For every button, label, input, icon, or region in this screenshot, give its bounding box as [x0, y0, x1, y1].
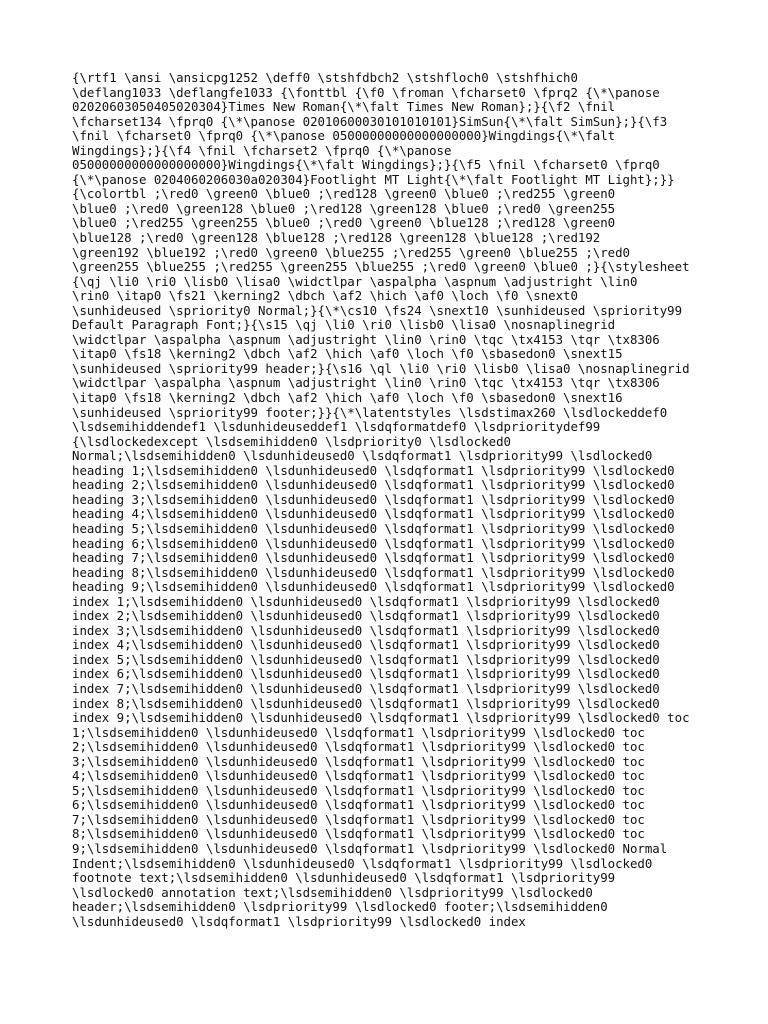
text-line: heading 7;\lsdsemihidden0 \lsdunhideused0 \lsdqformat1 \lsdpriority99 \lsdlocked0 [72, 550, 675, 566]
text-line: 4;\lsdsemihidden0 \lsdunhideused0 \lsdqformat1 \lsdpriority99 \lsdlocked0 toc [72, 768, 645, 784]
text-line: 05000000000000000000}Wingdings{\*\falt Wingdings};}{\f5 \fnil \fcharset0 \fprq0 [72, 157, 660, 173]
text-line: \fnil \fcharset0 \fprq0 {\*\panose 05000000000000000000}Wingdings{\*\falt [72, 128, 616, 144]
text-line: Indent;\lsdsemihidden0 \lsdunhideused0 \lsdqformat1 \lsdpriority99 \lsdlocked0 [72, 855, 653, 871]
text-line: \itap0 \fs18 \kerning2 \dbch \af2 \hich \af0 \loch \f0 \sbasedon0 \snext16 [72, 390, 623, 406]
text-line: heading 9;\lsdsemihidden0 \lsdunhideused0 \lsdqformat1 \lsdpriority99 \lsdlocked0 [72, 579, 675, 595]
text-line: Normal;\lsdsemihidden0 \lsdunhideused0 \lsdqformat1 \lsdpriority99 \lsdlocked0 [72, 448, 653, 464]
text-line: \green192 \blue192 ;\red0 \green0 \blue255 ;\red255 \green0 \blue255 ;\red0 [72, 244, 630, 260]
text-line: 8;\lsdsemihidden0 \lsdunhideused0 \lsdqformat1 \lsdpriority99 \lsdlocked0 toc [72, 826, 645, 842]
text-line: index 4;\lsdsemihidden0 \lsdunhideused0 \lsdqformat1 \lsdpriority99 \lsdlocked0 [72, 637, 660, 653]
text-line: {\lsdlockedexcept \lsdsemihidden0 \lsdpriority0 \lsdlocked0 [72, 433, 511, 449]
text-line: 5;\lsdsemihidden0 \lsdunhideused0 \lsdqformat1 \lsdpriority99 \lsdlocked0 toc [72, 782, 645, 798]
text-line: heading 8;\lsdsemihidden0 \lsdunhideused0 \lsdqformat1 \lsdpriority99 \lsdlocked0 [72, 564, 675, 580]
text-line: index 9;\lsdsemihidden0 \lsdunhideused0 \lsdqformat1 \lsdpriority99 \lsdlocked0 toc [72, 710, 690, 726]
text-line: \blue0 ;\red0 \green128 \blue0 ;\red128 \green128 \blue0 ;\red0 \green255 [72, 200, 616, 216]
text-line: \green255 \blue255 ;\red255 \green255 \blue255 ;\red0 \green0 \blue0 ;}{\stylesheet [72, 259, 690, 275]
text-line: \blue0 ;\red255 \green255 \blue0 ;\red0 \green0 \blue128 ;\red128 \green0 [72, 215, 616, 231]
text-line: heading 1;\lsdsemihidden0 \lsdunhideused0 \lsdqformat1 \lsdpriority99 \lsdlocked0 [72, 462, 675, 478]
text-line: heading 6;\lsdsemihidden0 \lsdunhideused0 \lsdqformat1 \lsdpriority99 \lsdlocked0 [72, 535, 675, 551]
text-line: \widctlpar \aspalpha \aspnum \adjustright \lin0 \rin0 \tqc \tx4153 \tqr \tx8306 [72, 331, 660, 347]
text-line: \blue128 ;\red0 \green128 \blue128 ;\red128 \green128 \blue128 ;\red192 [72, 230, 601, 246]
text-line: heading 3;\lsdsemihidden0 \lsdunhideused0 \lsdqformat1 \lsdpriority99 \lsdlocked0 [72, 491, 675, 507]
text-line: \widctlpar \aspalpha \aspnum \adjustright \lin0 \rin0 \tqc \tx4153 \tqr \tx8306 [72, 375, 660, 391]
text-line: header;\lsdsemihidden0 \lsdpriority99 \lsdlocked0 footer;\lsdsemihidden0 [72, 899, 608, 915]
text-line: index 7;\lsdsemihidden0 \lsdunhideused0 \lsdqformat1 \lsdpriority99 \lsdlocked0 [72, 680, 660, 696]
text-line: heading 4;\lsdsemihidden0 \lsdunhideused0 \lsdqformat1 \lsdpriority99 \lsdlocked0 [72, 506, 675, 522]
text-line: index 5;\lsdsemihidden0 \lsdunhideused0 \lsdqformat1 \lsdpriority99 \lsdlocked0 [72, 651, 660, 667]
text-line: index 3;\lsdsemihidden0 \lsdunhideused0 \lsdqformat1 \lsdpriority99 \lsdlocked0 [72, 622, 660, 638]
text-line: {\colortbl ;\red0 \green0 \blue0 ;\red128 \green0 \blue0 ;\red255 \green0 [72, 186, 616, 202]
text-line: \sunhideused \spriority0 Normal;}{\*\cs10 \fs24 \snext10 \sunhideused \spriority99 [72, 302, 683, 318]
text-line: index 8;\lsdsemihidden0 \lsdunhideused0 \lsdqformat1 \lsdpriority99 \lsdlocked0 [72, 695, 660, 711]
text-line: {\*\panose 0204060206030a020304}Footlight MT Light{\*\falt Footlight MT Light};}} [72, 171, 675, 187]
text-line: {\rtf1 \ansi \ansicpg1252 \deff0 \stshfdbch2 \stshfloch0 \stshfhich0 [72, 70, 578, 85]
text-line: index 6;\lsdsemihidden0 \lsdunhideused0 \lsdqformat1 \lsdpriority99 \lsdlocked0 [72, 666, 660, 682]
text-line: \rin0 \itap0 \fs21 \kerning2 \dbch \af2 \hich \af0 \loch \f0 \snext0 [72, 288, 578, 304]
text-line: {\qj \li0 \ri0 \lisb0 \lisa0 \widctlpar \aspalpha \aspnum \adjustright \lin0 [72, 273, 638, 289]
text-line: 02020603050405020304}Times New Roman{\*\falt Times New Roman};}{\f2 \fnil [72, 99, 616, 115]
text-line: 2;\lsdsemihidden0 \lsdunhideused0 \lsdqformat1 \lsdpriority99 \lsdlocked0 toc [72, 739, 645, 755]
text-line: heading 2;\lsdsemihidden0 \lsdunhideused0 \lsdqformat1 \lsdpriority99 \lsdlocked0 [72, 477, 675, 493]
text-line: \lsdlocked0 annotation text;\lsdsemihidden0 \lsdpriority99 \lsdlocked0 [72, 884, 593, 900]
rtf-source-text [72, 71, 762, 929]
text-line: 7;\lsdsemihidden0 \lsdunhideused0 \lsdqformat1 \lsdpriority99 \lsdlocked0 toc [72, 811, 645, 827]
text-line: \sunhideused \spriority99 footer;}}{\*\latentstyles \lsdstimax260 \lsdlockeddef0 [72, 404, 668, 420]
text-line: \deflang1033 \deflangfe1033 {\fonttbl {\f0 \froman \fcharset0 \fprq2 {\*\panose [72, 84, 660, 100]
text-line: 9;\lsdsemihidden0 \lsdunhideused0 \lsdqformat1 \lsdpriority99 \lsdlocked0 Normal [72, 840, 668, 856]
text-line: \itap0 \fs18 \kerning2 \dbch \af2 \hich \af0 \loch \f0 \sbasedon0 \snext15 [72, 346, 623, 362]
text-line: Wingdings};}{\f4 \fnil \fcharset2 \fprq0 {\*\panose [72, 142, 452, 158]
text-line: \fcharset134 \fprq0 {\*\panose 02010600030101010101}SimSun{\*\falt SimSun};}{\f3 [72, 113, 668, 129]
text-line: index 2;\lsdsemihidden0 \lsdunhideused0 \lsdqformat1 \lsdpriority99 \lsdlocked0 [72, 608, 660, 624]
text-line: \lsdunhideused0 \lsdqformat1 \lsdpriority99 \lsdlocked0 index [72, 913, 526, 929]
text-line: footnote text;\lsdsemihidden0 \lsdunhideused0 \lsdqformat1 \lsdpriority99 [72, 870, 616, 886]
text-line: heading 5;\lsdsemihidden0 \lsdunhideused0 \lsdqformat1 \lsdpriority99 \lsdlocked0 [72, 520, 675, 536]
text-line: 3;\lsdsemihidden0 \lsdunhideused0 \lsdqformat1 \lsdpriority99 \lsdlocked0 toc [72, 753, 645, 769]
text-line: index 1;\lsdsemihidden0 \lsdunhideused0 \lsdqformat1 \lsdpriority99 \lsdlocked0 [72, 593, 660, 609]
text-line: \lsdsemihiddendef1 \lsdunhideuseddef1 \lsdqformatdef0 \lsdprioritydef99 [72, 419, 601, 435]
text-line: 6;\lsdsemihidden0 \lsdunhideused0 \lsdqformat1 \lsdpriority99 \lsdlocked0 toc [72, 797, 645, 813]
text-line: 1;\lsdsemihidden0 \lsdunhideused0 \lsdqformat1 \lsdpriority99 \lsdlocked0 toc [72, 724, 645, 740]
text-line: \sunhideused \spriority99 header;}{\s16 \ql \li0 \ri0 \lisb0 \lisa0 \nosnaplinegrid [72, 360, 690, 376]
text-line: Default Paragraph Font;}{\s15 \qj \li0 \ri0 \lisb0 \lisa0 \nosnaplinegrid [72, 317, 616, 333]
